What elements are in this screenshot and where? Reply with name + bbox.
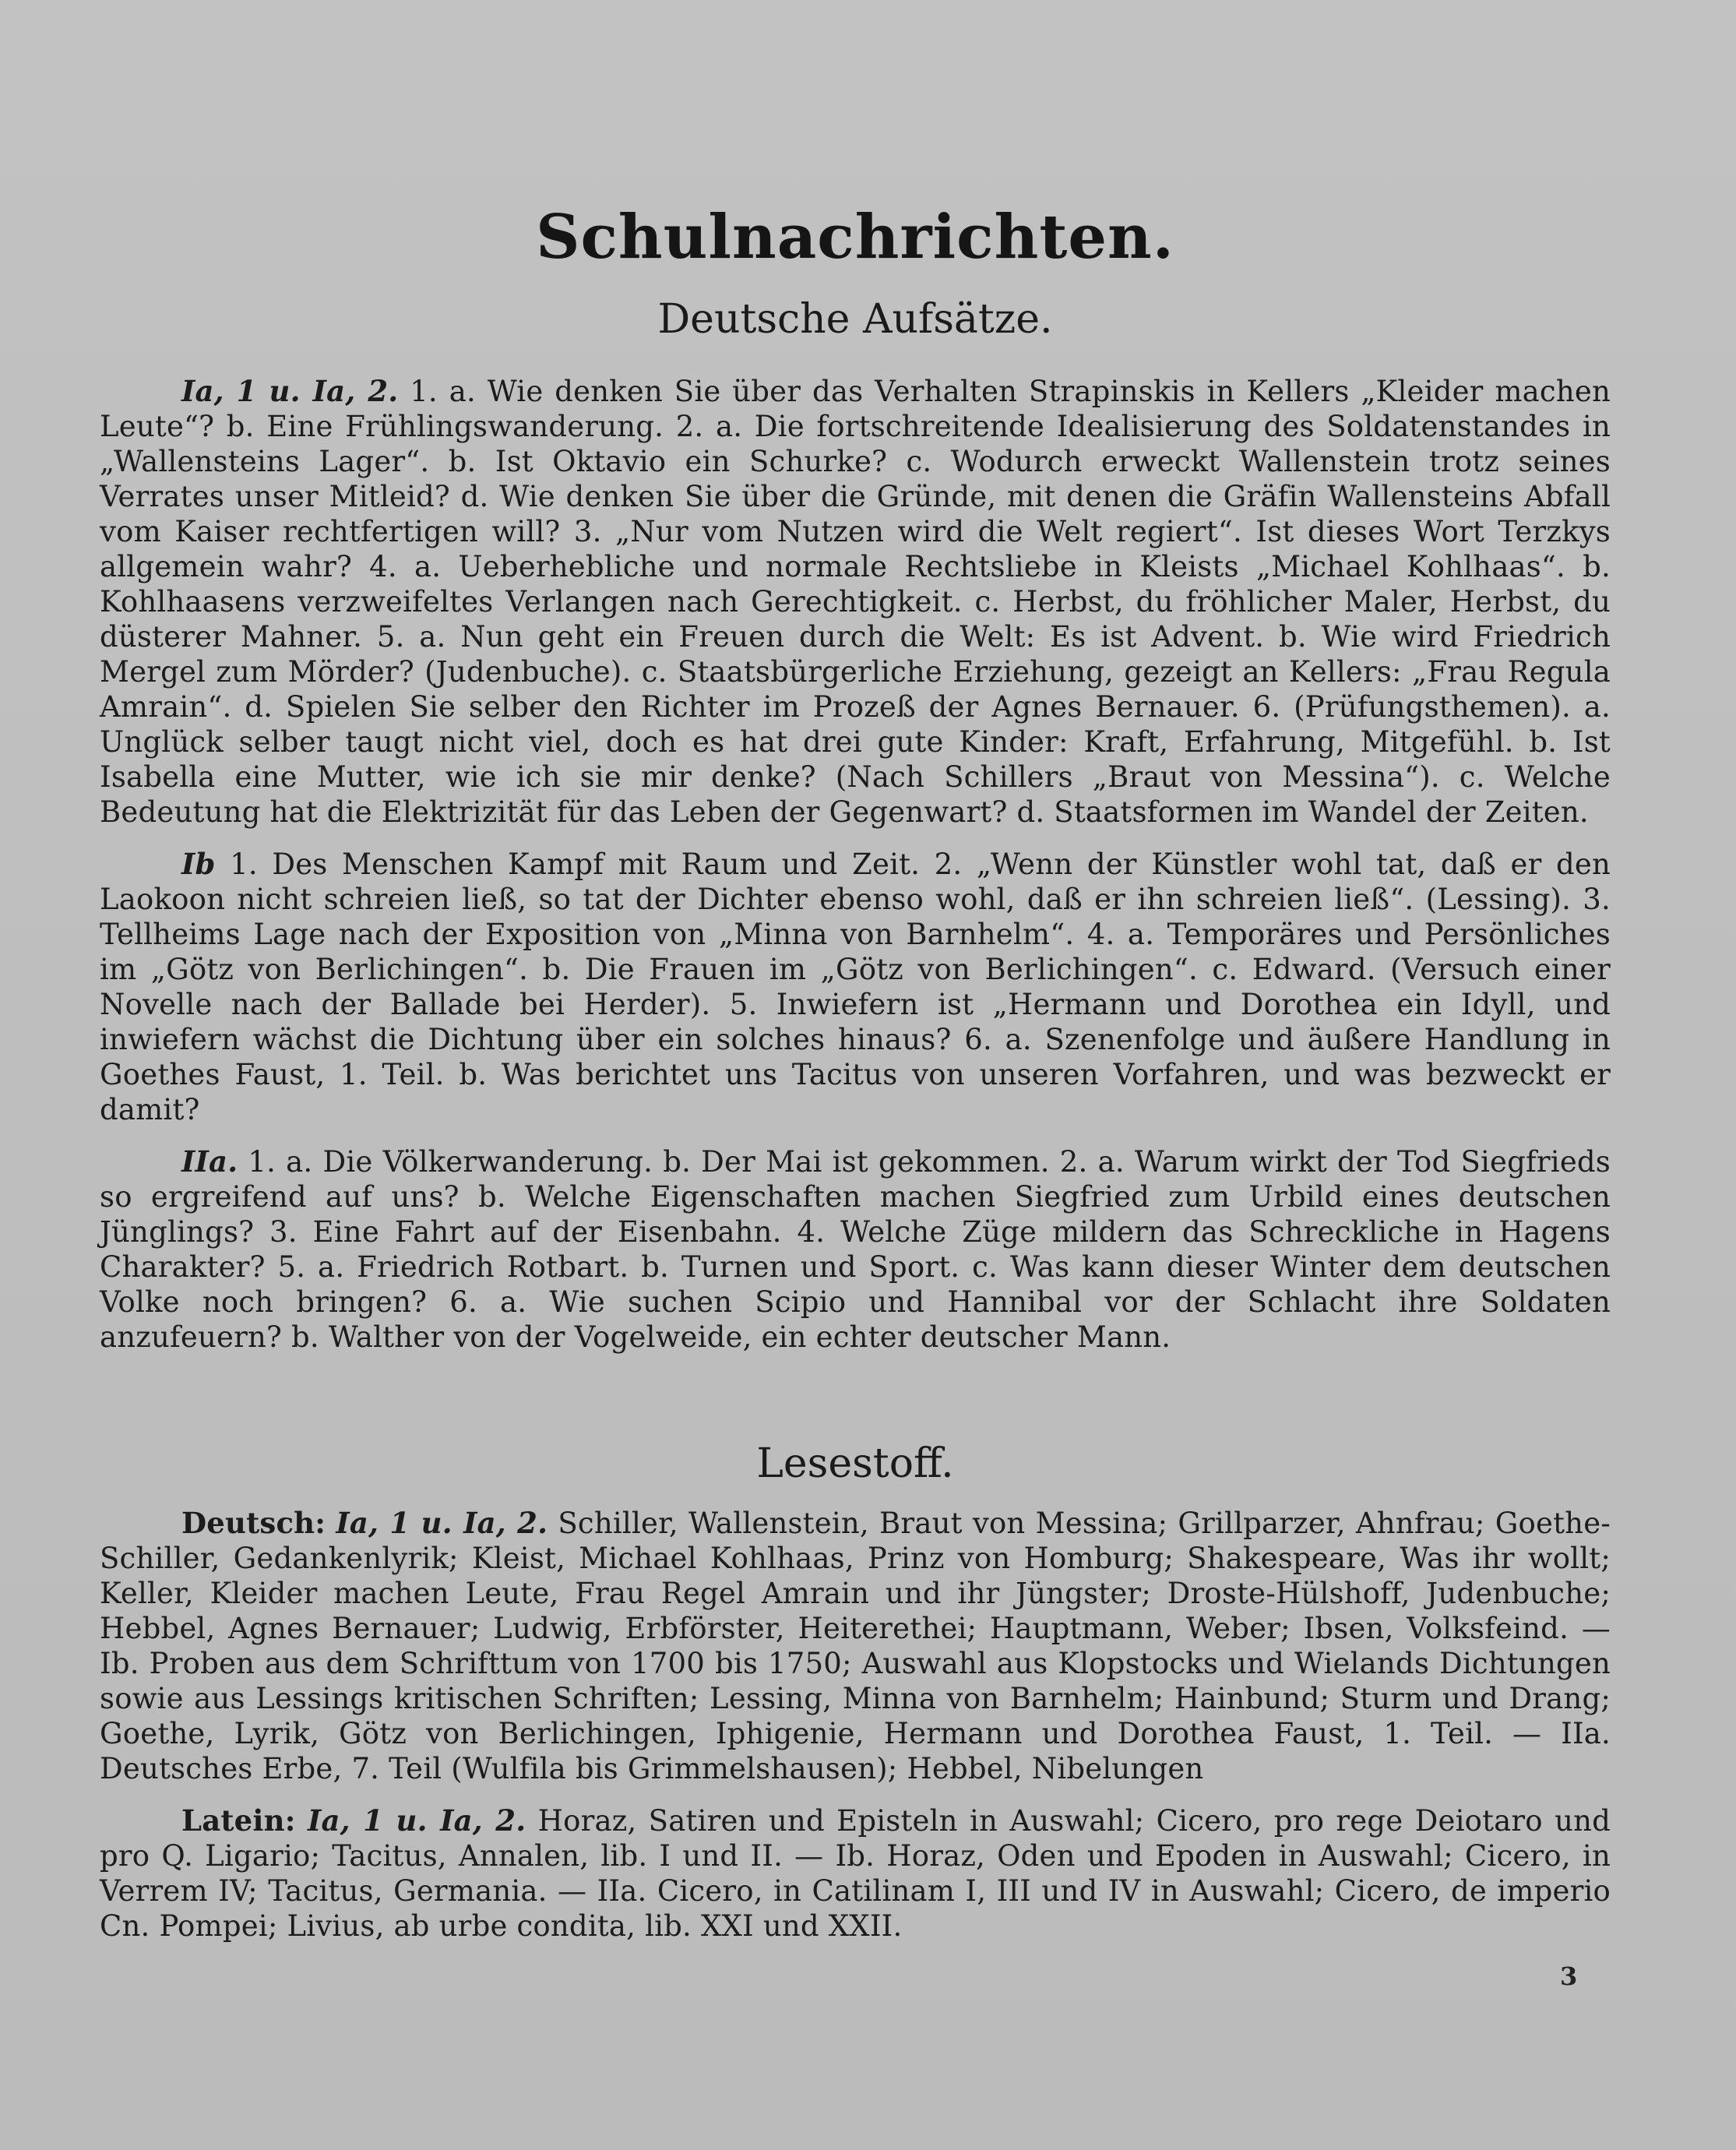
page-title: Schulnachrichten. <box>536 202 1174 273</box>
class-label: Ib <box>181 847 216 881</box>
aufsatz-paragraph-ib <box>100 847 1611 1127</box>
class-label: Ia, 1 u. Ia, 2. <box>336 1506 548 1540</box>
lesestoff-paragraph-latein <box>100 1803 1611 1944</box>
section-heading-lesestoff: Lesestoff. <box>756 1440 954 1487</box>
section-heading-aufsaetze: Deutsche Aufsätze. <box>657 296 1053 343</box>
lesestoff-paragraph-deutsch <box>100 1506 1611 1786</box>
paragraph-text: 1. a. Wie denken Sie über das Verhalten Strapinskis in Kellers „Kleider machen Leute“? b. Eine Frühlingswanderung. 2. a. Die fortschreitende Idealisierung des Soldatenstandes in „Wallensteins Lager“. b. Ist Oktavio ein Schurke? c. Wodurch erweckt Wallenstein trotz seines Verrates unser Mitleid? d. Wie denken Sie über die Gründe, mit denen die Gräfin Wallensteins Abfall vom Kaiser rechtfertigen will? 3. „Nur vom Nutzen wird die Welt regiert“. Ist dieses Wort Terzkys allgemein wahr? 4. a. Ueberhebliche und normale Rechtsliebe in Kleists „Michael Kohlhaas“. b. Kohlhaasens verzweifeltes Verlangen nach Gerechtigkeit. c. Herbst, du fröhlicher Maler, Herbst, du düsterer Mahner. 5. a. Nun geht ein Freuen durch die Welt: Es ist Advent. b. Wie wird Friedrich Mergel zum Mörder? (Judenbuche). c. Staatsbürgerliche Erziehung, gezeigt an Kellers: „Frau Regula Amrain“. d. Spielen Sie selber den Richter im Prozeß der Agnes Bernauer. 6. (Prüfungsthemen). a. Unglück selber taugt nicht viel, doch es hat drei gute Kinder: Kraft, Erfahrung, Mitgefühl. b. Ist Isabella eine Mutter, wie ich sie mir denke? (Nach Schillers „Braut von Messina“). c. Welche Bedeutung hat die Elektrizität für das Leben der Gegenwart? d. Staatsformen im Wandel der Zeiten. <box>100 375 1611 829</box>
paragraph-text: Schiller, Wallenstein, Braut von Messina; Grillparzer, Ahnfrau; Goethe-Schiller, Gedankenlyrik; Kleist, Michael Kohlhaas, Prinz von Homburg; Shakespeare, Was ihr wollt; Keller, Kleider machen Leute, Frau Regel Amrain und ihr Jüngster; Droste-Hülshoff, Judenbuche; Hebbel, Agnes Bernauer; Ludwig, Erbförster, Heiterethei; Hauptmann, Weber; Ibsen, Volksfeind. — Ib. Proben aus dem Schrifttum von 1700 bis 1750; Auswahl aus Klopstocks und Wielands Dichtungen sowie aus Lessings kritischen Schriften; Lessing, Minna von Barnhelm; Hainbund; Sturm und Drang; Goethe, Lyrik, Götz von Berlichingen, Iphigenie, Hermann und Dorothea Faust, 1. Teil. — IIa. Deutsches Erbe, 7. Teil (Wulfila bis Grimmelshausen); Hebbel, Nibelungen <box>100 1507 1611 1785</box>
subject-label: Deutsch: <box>181 1506 326 1540</box>
aufsatz-paragraph-iia <box>100 1144 1611 1355</box>
paragraph-text: 1. a. Die Völkerwanderung. b. Der Mai ist gekommen. 2. a. Warum wirkt der Tod Siegfrieds so ergreifend auf uns? b. Welche Eigenschaften machen Siegfried zum Urbild eines deutschen Jünglings? 3. Eine Fahrt auf der Eisenbahn. 4. Welche Züge mildern das Schreckliche in Hagens Charakter? 5. a. Friedrich Rotbart. b. Turnen und Sport. c. Was kann dieser Winter dem deutschen Volke noch bringen? 6. a. Wie suchen Scipio und Hannibal vor der Schlacht ihre Soldaten anzufeuern? b. Walther von der Vogelweide, ein echter deutscher Mann. <box>100 1145 1611 1354</box>
paragraph-text: 1. Des Menschen Kampf mit Raum und Zeit. 2. „Wenn der Künstler wohl tat, daß er den Laokoon nicht schreien ließ, so tat der Dichter ebenso wohl, daß er ihn schreien ließ“. (Lessing). 3. Tellheims Lage nach der Exposition von „Minna von Barnhelm“. 4. a. Temporäres und Persönliches im „Götz von Berlichingen“. b. Die Frauen im „Götz von Berlichingen“. c. Edward. (Versuch einer Novelle nach der Ballade bei Herder). 5. Inwiefern ist „Hermann und Dorothea ein Idyll, und inwiefern wächst die Dichtung über ein solches hinaus? 6. a. Szenenfolge und äußere Handlung in Goethes Faust, 1. Teil. b. Was berichtet uns Tacitus von unseren Vorfahren, und was bezweckt er damit? <box>100 848 1611 1126</box>
page-number: 3 <box>1560 1961 1578 1991</box>
subject-label: Latein: <box>181 1803 296 1838</box>
content <box>100 195 1611 1961</box>
class-label: Ia, 1 u. Ia, 2. <box>181 374 399 408</box>
class-label: IIa. <box>181 1144 238 1179</box>
paragraph-text: Horaz, Satiren und Episteln in Auswahl; Cicero, pro rege Deiotaro und pro Q. Ligario; Tacitus, Annalen, lib. I und II. — Ib. Horaz, Oden und Epoden in Auswahl; Cicero, in Verrem IV; Tacitus, Germania. — IIa. Cicero, in Catilinam I, III und IV in Auswahl; Cicero, de imperio Cn. Pompei; Livius, ab urbe condita, lib. XXI und XXII. <box>100 1804 1611 1943</box>
aufsatz-paragraph-ia <box>100 374 1611 830</box>
class-label: Ia, 1 u. Ia, 2. <box>307 1803 526 1838</box>
